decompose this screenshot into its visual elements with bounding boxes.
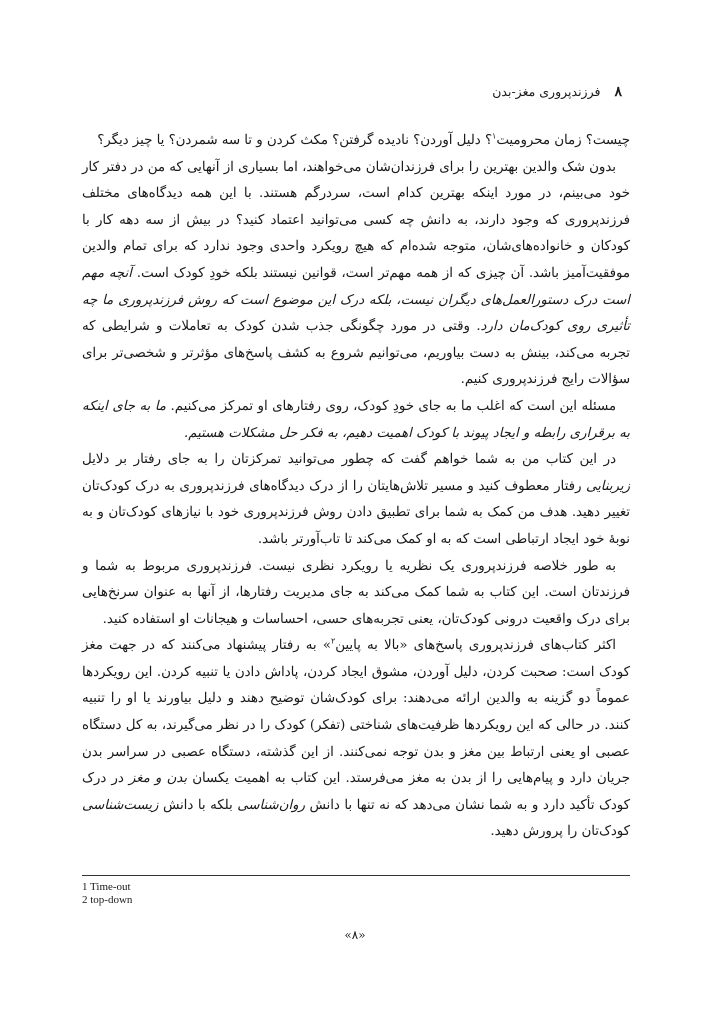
page-footer-number: «۸» bbox=[344, 928, 366, 942]
footnote-divider bbox=[82, 875, 630, 876]
p4-italic: زیربنایی bbox=[585, 478, 630, 494]
p6-text-e: کودک‌تان را پرورش دهید. bbox=[490, 824, 630, 840]
paragraph-1 bbox=[82, 128, 630, 155]
p6-italic-1: بدن و مغز bbox=[128, 771, 188, 787]
p6-text-a: اکثر کتاب‌های فرزندپروری پاسخ‌های «بالا به پایین bbox=[335, 638, 616, 654]
p4-text-a: در این کتاب من به شما خواهم گفت که چطور می‌توانید تمرکزتان را به جای رفتار بر دلایل bbox=[82, 452, 616, 468]
p3-italic: ما به جای اینکه به برقراری رابطه و ایجاد پیوند با کودک اهمیت دهیم، به فکر حل مشکلات هستیم. bbox=[82, 398, 630, 441]
footnote-ref-1: ۱ bbox=[492, 131, 497, 141]
p1-text-a: چیست؟ زمان محرومیت bbox=[496, 133, 630, 148]
footnotes bbox=[82, 881, 132, 907]
running-header bbox=[88, 84, 622, 106]
body-text bbox=[82, 128, 630, 846]
paragraph-6 bbox=[82, 633, 630, 846]
p1-text-b: ؟ دلیل آوردن؟ نادیده گرفتن؟ مکث کردن و تا سه شمردن؟ یا چیز دیگر؟ bbox=[97, 133, 493, 148]
paragraph-4 bbox=[82, 447, 630, 553]
footnote-2: 2 top-down bbox=[82, 894, 133, 906]
p3-text-a: مسئله این است که اغلب ما به جای خودِ کودک، روی رفتارهای او تمرکز می‌کنیم. bbox=[170, 398, 616, 414]
paragraph-3 bbox=[82, 394, 630, 447]
header-running-title: فرزندپروری مغز-بدن bbox=[492, 84, 601, 99]
p2-italic: آنچه مهم است درک دستورالعمل‌های دیگران نیست، بلکه درک این موضوع است که روش فرزندپروری ما چه تأثیری روی کودک‌مان دارد. bbox=[82, 265, 630, 335]
p6-text-d: بلکه با دانش bbox=[163, 797, 233, 813]
footnote-1: 1 Time-out bbox=[82, 881, 131, 893]
p5-text: به طور خلاصه فرزندپروری یک نظریه یا رویکرد نظری نیست. فرزندپروری مربوط به شما و فرزندتان است. این کتاب به شما کمک می‌کند به جای مدیریت رفتارها، از آنها به عنوان سرنخ‌هایی برای درک واقعیت درونی کودک‌تان، یعنی تجربه‌های حسی، احساسات و هیجانات او استفاده کنید. bbox=[82, 558, 630, 627]
p2-text-b: وقتی در مورد چگونگی جذب شدن کودک به تعاملات و شرایطی که تجربه می‌کند، بینش به دست بیاوریم، می‌توانیم شروع به کشف پاسخ‌های مؤثرتر و شخصی‌تر برای سؤالات رایج فرزندپروری کنیم. bbox=[82, 319, 630, 388]
footnote-ref-2: ۲ bbox=[330, 636, 336, 646]
p2-text-a: بدون شک والدین بهترین را برای فرزندان‌شان می‌خواهند، اما بسیاری از آنهایی که من در دفتر کار خود می‌بینم، در مورد اینکه بهترین کدام است، سردرگم هستند. با این همه دیدگاه‌های مختلف فرزندپروری که وجود دارند، به دانش چه کسی می‌توانید اعتماد کنید؟ در بیش از سه دهه کار با کودکان و خانواده‌های‌شان، متوجه شده‌ام که هیچ رویکرد واحدی وجود ندارد که برای تمام والدین موفقیت‌آمیز باشد. آن چیزی که از همه مهم‌تر است، قوانین نیستند بلکه خودِ کودک است. bbox=[82, 159, 630, 281]
p6-italic-3: زیست‌شناسی bbox=[82, 797, 159, 813]
paragraph-2 bbox=[82, 155, 630, 394]
p6-text-c: در درک کودک تأکید دارد و به شما نشان می‌دهد که نه تنها با دانش bbox=[82, 771, 630, 813]
p6-italic-2: روان‌شناسی bbox=[237, 797, 305, 813]
paragraph-5 bbox=[82, 554, 630, 634]
p4-text-b: رفتار معطوف کنید و مسیر تلاش‌هایتان را از درک دیدگاه‌های فرزندپروری به درک کودک‌تان تغییر دهید. هدف من کمک به شما برای تطبیق دادن روش فرزندپروری خود با نیازهای کودک‌تان و به نوبهٔ خود ایجاد ارتباطی است که به او کمک می‌کند تا تاب‌آورتر باشد. bbox=[82, 478, 630, 547]
header-page-number: ۸ bbox=[614, 84, 622, 100]
p6-text-b: » به رفتار پیشنهاد می‌کنند که در جهت مغز کودک است: صحبت کردن، دلیل آوردن، مشوق ایجاد کردن، پاداش دادن یا تنبیه کردن. این رویکردها عموماً دو گزینه به والدین ارائه می‌دهند: برای کودک‌شان توضیح دهند و دلیل بیاورند یا او را تنبیه کنند. در حالی که این رویکردها ظرفیت‌های شناختی (تفکر) کودک را در نظر می‌گیرند، به کل دستگاه عصبی او یعنی ارتباط بین مغز و بدن توجه نمی‌کنند. از این گذشته، دستگاه عصبی در سراسر بدن جریان دارد و پیام‌هایی را از بدن به مغز می‌فرستد. این کتاب به اهمیت یکسان bbox=[82, 638, 630, 787]
